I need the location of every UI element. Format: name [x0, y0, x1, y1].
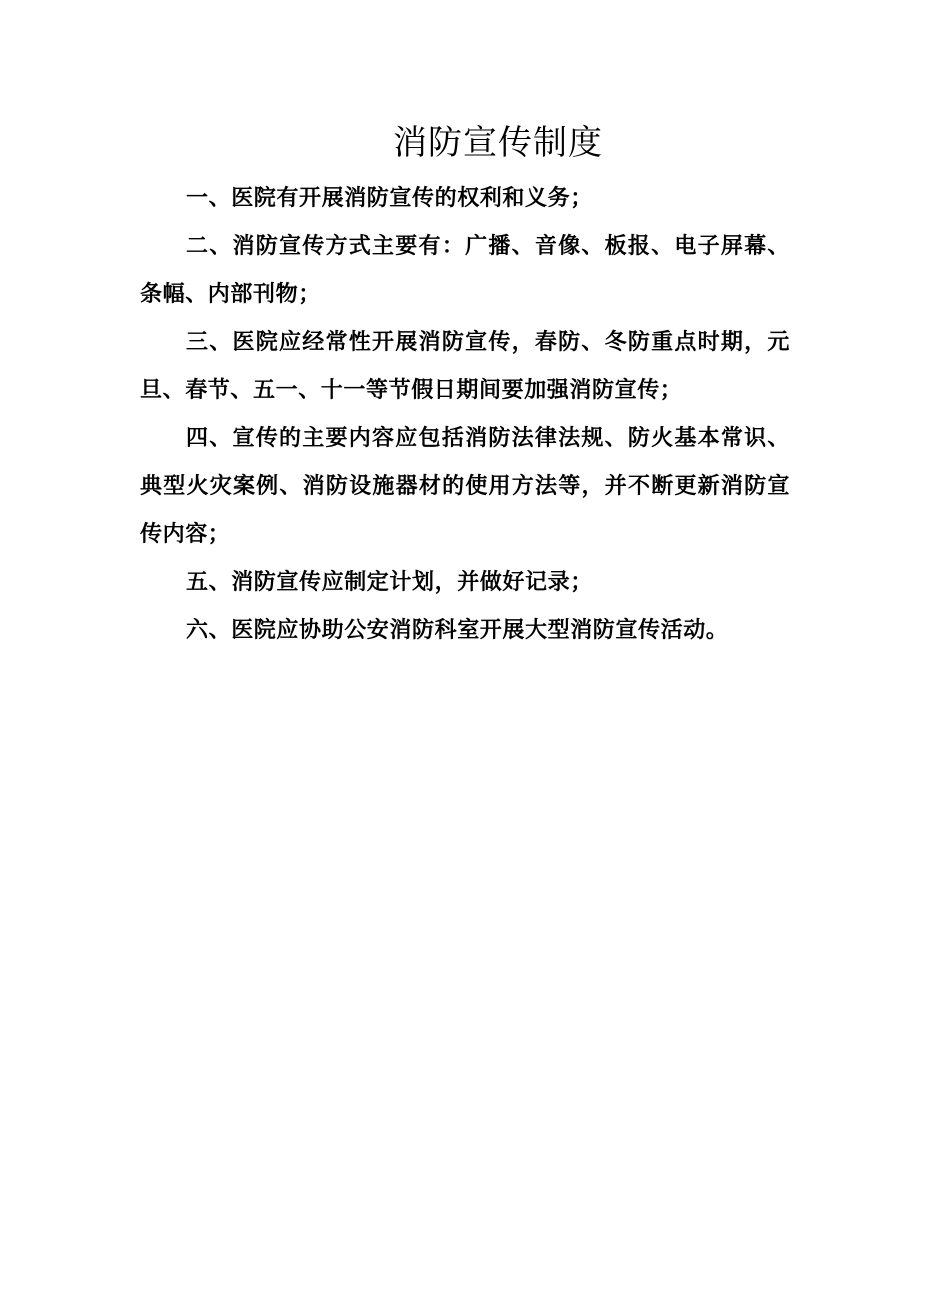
paragraph-1: 一、医院有开展消防宣传的权利和义务； — [186, 185, 593, 211]
document-title: 消防宣传制度 — [393, 123, 603, 163]
paragraph-3: 三、医院应经常性开展消防宣传，春防、冬防重点时期，元旦、春节、五一、十一等节假日期间要加强消防宣传； — [140, 329, 790, 403]
paragraph-4: 四、宣传的主要内容应包括消防法律法规、防火基本常识、典型火灾案例、消防设施器材的使用方法等，并不断更新消防宣传内容； — [140, 425, 790, 547]
paragraph-2: 二、消防宣传方式主要有：广播、音像、板报、电子屏幕、条幅、内部刊物； — [140, 233, 790, 307]
paragraph-5: 五、消防宣传应制定计划，并做好记录； — [186, 569, 593, 595]
paragraph-6: 六、医院应协助公安消防科室开展大型消防宣传活动。 — [186, 617, 729, 643]
document-body — [140, 174, 790, 654]
